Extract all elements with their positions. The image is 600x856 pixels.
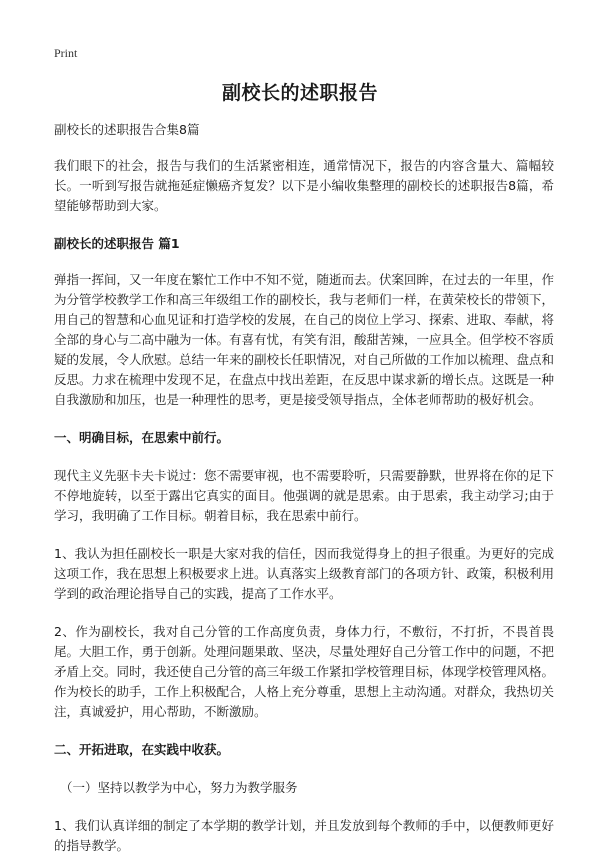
paragraph-3: 1、我认为担任副校长一职是大家对我的信任，因而我觉得身上的担子很重。为更好的完成这项工作，我在思想上积极要求上进。认真落实上级教育部门的各项方针、政策，积极利用学到的政治理论指导自己的实践，提高了工作水平。 bbox=[54, 546, 555, 601]
sub-heading: （一）坚持以教学为中心，努力为教学服务 bbox=[60, 780, 298, 795]
intro-paragraph: 我们眼下的社会，报告与我们的生活紧密相连，通常情况下，报告的内容含量大、篇幅较长。一听到写报告就拖延症懒癌齐复发？以下是小编收集整理的副校长的述职报告8篇，希望能够帮助到大家。 bbox=[54, 158, 554, 213]
paragraph-1: 弹指一挥间，又一年度在繁忙工作中不知不觉，随逝而去。伏案回眸，在过去的一年里，作为分管学校教学工作和高三年级组工作的副校长，我与老师们一样，在黄荣校长的带领下，用自己的智慧和心血见证和打造学校的发展，在自己的岗位上学习、探索、进取、奉献，将全部的身心与二高中融为一体。有喜有忧，有笑有泪，酸甜苦辣，一应具全。但学校不容质疑的发展，令人欣慰。总结一年来的副校长任职情况，对自己所做的工作加以梳理、盘点和反思。力求在梳理中发现不足，在盘点中找出差距，在反思中谋求新的增长点。这既是一种自我激励和加压，也是一种理性的思考，更是接受领导指点，全体老师帮助的极好机会。 bbox=[54, 272, 555, 407]
page-title: 副校长的述职报告 bbox=[221, 82, 378, 104]
document-subtitle: 副校长的述职报告合集8篇 bbox=[54, 122, 200, 137]
paragraph-2: 现代主义先驱卡夫卡说过：您不需要审视，也不需要聆听，只需要静默，世界将在你的足下不停地旋转，以至于露出它真实的面目。他强调的就是思索。由于思索，我主动学习;由于学习，我明确了工作目标。朝着目标，我在思索中前行。 bbox=[54, 468, 555, 523]
paragraph-4: 2、作为副校长，我对自己分管的工作高度负责，身体力行，不敷衍，不打折，不畏首畏尾。大胆工作，勇于创新。处理问题果敢、坚决，尽量处理好自己分管工作中的问题，不把矛盾上交。同时，我还使自己分管的高三年级工作紧扣学校管理目标，体现学校管理风格。作为校长的助手，工作上积极配合，人格上充分尊重，思想上主动沟通。对群众，我热切关注，真诚爱护，用心帮助，不断激励。 bbox=[54, 624, 555, 719]
document-body bbox=[54, 120, 554, 856]
heading-1: 一、明确目标，在思索中前行。 bbox=[54, 430, 230, 445]
heading-2: 二、开拓进取，在实践中收获。 bbox=[54, 742, 230, 757]
paragraph-5: 1、我们认真详细的制定了本学期的教学计划，并且发放到每个教师的手中，以便教师更好的指导教学。 bbox=[54, 818, 554, 853]
section-heading: 副校长的述职报告 篇1 bbox=[54, 236, 180, 251]
print-link[interactable]: Print bbox=[54, 46, 78, 60]
